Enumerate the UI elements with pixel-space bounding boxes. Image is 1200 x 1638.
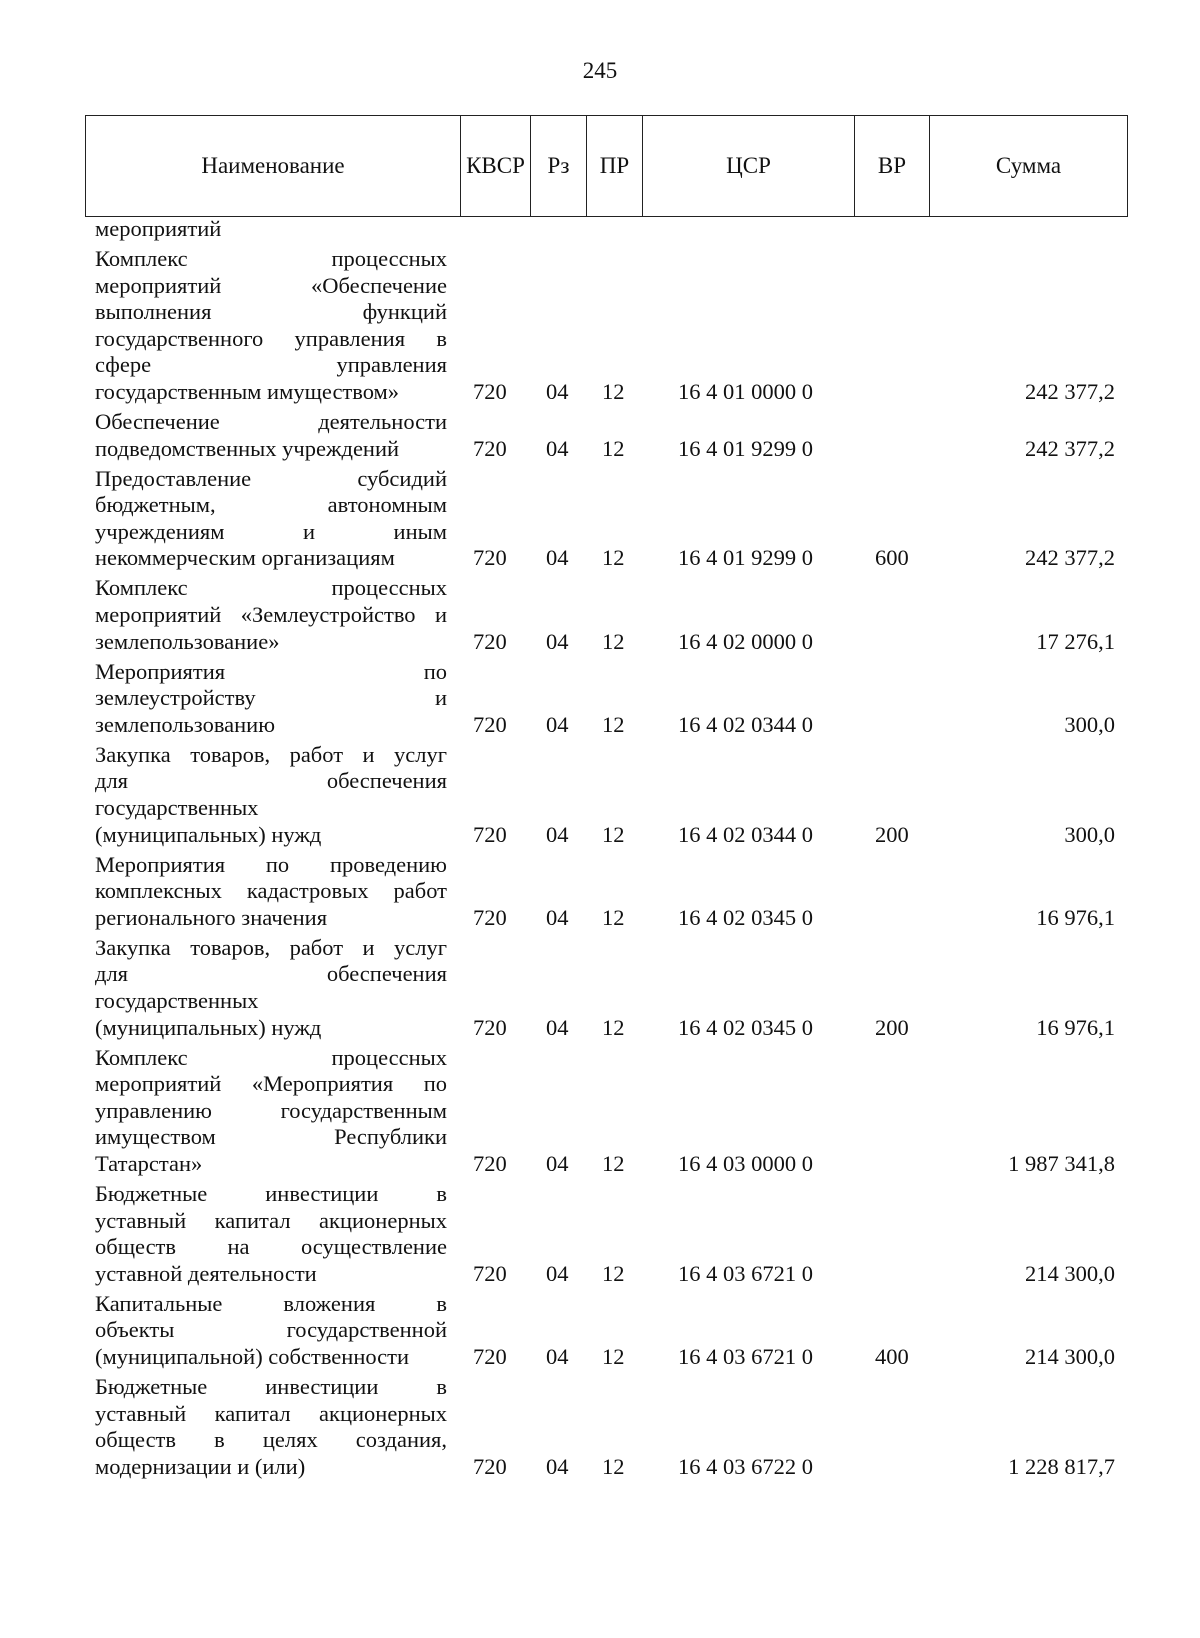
row-name-line: (муниципальных) нужд	[95, 821, 322, 847]
row-name	[95, 409, 447, 462]
row-name-line: комплексных кадастровых работ	[95, 878, 447, 904]
header-kvsr: КВСР	[461, 116, 531, 216]
cell-pr: 12	[602, 904, 625, 930]
cell-pr: 12	[602, 1014, 625, 1040]
row-name-line: Комплекс процессных	[95, 246, 447, 271]
row-name-line: мероприятий «Землеустройство и	[95, 601, 447, 627]
cell-vr: 200	[875, 821, 909, 847]
cell-sum: 17 276,1	[1036, 628, 1115, 654]
cell-csr: 16 4 03 6721 0	[678, 1344, 813, 1369]
row-name-line: учреждениям и иным	[95, 518, 447, 544]
row-name-line: выполнения функций	[95, 299, 447, 325]
cell-rz: 04	[546, 1260, 569, 1286]
cell-csr: 16 4 03 6722 0	[678, 1453, 813, 1479]
cell-sum: 300,0	[1064, 821, 1115, 847]
cell-kvsr: 720	[473, 711, 507, 737]
row-name-line: сфере управления	[95, 352, 447, 378]
cell-pr: 12	[602, 379, 625, 404]
cell-vr: 200	[875, 1014, 909, 1040]
row-name	[95, 852, 447, 932]
table-row	[0, 659, 1200, 739]
row-name-line: Бюджетные инвестиции в	[95, 1181, 447, 1206]
row-name-line: имуществом Республики	[95, 1124, 447, 1150]
cell-csr: 16 4 03 6721 0	[678, 1260, 813, 1286]
row-name	[95, 575, 447, 655]
table-row	[0, 1181, 1200, 1287]
row-name	[95, 246, 447, 406]
cell-pr: 12	[602, 1344, 625, 1369]
row-name-line: мероприятий «Мероприятия по	[95, 1071, 447, 1097]
header-vr: ВР	[855, 116, 930, 216]
row-name-line: землепользованию	[95, 711, 276, 737]
cell-rz: 04	[546, 711, 569, 737]
cell-kvsr: 720	[473, 379, 507, 404]
cell-sum: 242 377,2	[1025, 435, 1115, 461]
header-name: Наименование	[86, 116, 461, 216]
cell-csr: 16 4 01 0000 0	[678, 379, 813, 404]
row-name-line: государственных	[95, 794, 259, 820]
cell-csr: 16 4 02 0000 0	[678, 628, 813, 654]
cell-kvsr: 720	[473, 1260, 507, 1286]
cell-rz: 04	[546, 821, 569, 847]
row-name-line: Бюджетные инвестиции в	[95, 1374, 447, 1399]
table-row	[0, 1045, 1200, 1178]
row-name-line: Предоставление субсидий	[95, 465, 447, 491]
cell-sum: 214 300,0	[1025, 1344, 1115, 1369]
row-name-line: Мероприятия по проведению	[95, 851, 447, 877]
cell-pr: 12	[602, 545, 625, 571]
table-header	[85, 115, 1128, 217]
cell-pr: 12	[602, 1151, 625, 1176]
row-name-line: управлению государственным	[95, 1097, 447, 1123]
table-row	[0, 935, 1200, 1041]
row-name	[95, 216, 447, 243]
cell-sum: 1 228 817,7	[1008, 1453, 1115, 1479]
cell-kvsr: 720	[473, 821, 507, 847]
table-row	[0, 409, 1200, 462]
cell-kvsr: 720	[473, 545, 507, 571]
table-row	[0, 466, 1200, 572]
row-name-line: для обеспечения	[95, 768, 447, 794]
row-name-line: обществ на осуществление	[95, 1234, 447, 1260]
cell-pr: 12	[602, 628, 625, 654]
row-name	[95, 935, 447, 1041]
cell-sum: 214 300,0	[1025, 1260, 1115, 1286]
header-csr: ЦСР	[643, 116, 855, 216]
cell-csr: 16 4 01 9299 0	[678, 435, 813, 461]
row-name-line: Комплекс процессных	[95, 1044, 447, 1070]
row-name-line: государственного управления в	[95, 325, 447, 351]
cell-rz: 04	[546, 435, 569, 461]
row-name-line: землепользование»	[95, 628, 280, 654]
row-name-line: Закупка товаров, работ и услуг	[95, 934, 447, 960]
cell-rz: 04	[546, 1151, 569, 1176]
row-name-line: Татарстан»	[95, 1150, 203, 1176]
cell-sum: 16 976,1	[1036, 1014, 1115, 1040]
cell-pr: 12	[602, 821, 625, 847]
cell-sum: 300,0	[1064, 711, 1115, 737]
row-name-line: Закупка товаров, работ и услуг	[95, 741, 447, 767]
cell-rz: 04	[546, 379, 569, 404]
row-name-line: мероприятий	[95, 216, 222, 241]
cell-kvsr: 720	[473, 435, 507, 461]
row-name-line: Мероприятия по	[95, 658, 447, 684]
row-name	[95, 1045, 447, 1178]
cell-kvsr: 720	[473, 904, 507, 930]
cell-sum: 16 976,1	[1036, 904, 1115, 930]
row-name	[95, 1291, 447, 1371]
cell-rz: 04	[546, 1014, 569, 1040]
row-name-line: уставной деятельности	[95, 1260, 317, 1286]
row-name-line: уставный капитал акционерных	[95, 1400, 447, 1426]
cell-csr: 16 4 03 0000 0	[678, 1151, 813, 1176]
table-row	[0, 852, 1200, 932]
row-name-line: подведомственных учреждений	[95, 435, 400, 461]
cell-kvsr: 720	[473, 1453, 507, 1479]
row-name	[95, 466, 447, 572]
row-name-line: государственным имуществом»	[95, 378, 400, 404]
table-row	[0, 246, 1200, 406]
cell-pr: 12	[602, 1453, 625, 1479]
row-name-line: Комплекс процессных	[95, 575, 447, 601]
cell-vr: 400	[875, 1344, 909, 1369]
row-name-line: мероприятий «Обеспечение	[95, 272, 447, 298]
table-row	[0, 742, 1200, 848]
cell-rz: 04	[546, 1453, 569, 1479]
table-row	[0, 1291, 1200, 1371]
row-name-line: для обеспечения	[95, 961, 447, 987]
cell-pr: 12	[602, 435, 625, 461]
table-row	[0, 1374, 1200, 1480]
row-name-line: государственных	[95, 987, 259, 1013]
row-name	[95, 659, 447, 739]
row-name-line: (муниципальных) нужд	[95, 1014, 322, 1040]
cell-pr: 12	[602, 711, 625, 737]
row-name-line: модернизации и (или)	[95, 1453, 306, 1479]
row-name-line: Обеспечение деятельности	[95, 409, 447, 434]
cell-kvsr: 720	[473, 1344, 507, 1369]
table-row	[0, 216, 1200, 243]
header-sum: Сумма	[995, 153, 1062, 178]
row-name-line: регионального значения	[95, 904, 328, 930]
cell-kvsr: 720	[473, 1151, 507, 1176]
row-name-line: некоммерческим организациям	[95, 545, 395, 571]
row-name-line: обществ в целях создания,	[95, 1427, 447, 1453]
cell-csr: 16 4 02 0345 0	[678, 1014, 813, 1040]
page-number: 245	[582, 58, 618, 83]
cell-vr: 600	[875, 545, 909, 571]
cell-rz: 04	[546, 1344, 569, 1369]
row-name-line: объекты государственной	[95, 1317, 447, 1343]
cell-csr: 16 4 02 0345 0	[678, 904, 813, 930]
cell-csr: 16 4 01 9299 0	[678, 545, 813, 571]
cell-pr: 12	[602, 1260, 625, 1286]
row-name-line: бюджетным, автономным	[95, 492, 447, 518]
cell-sum: 242 377,2	[1025, 545, 1115, 571]
cell-csr: 16 4 02 0344 0	[678, 821, 813, 847]
row-name-line: (муниципальной) собственности	[95, 1343, 410, 1369]
header-pr: ПР	[587, 116, 643, 216]
row-name	[95, 1181, 447, 1287]
row-name-line: Капитальные вложения в	[95, 1290, 447, 1316]
cell-sum: 242 377,2	[1025, 379, 1115, 404]
row-name	[95, 742, 447, 848]
header-rz: Рз	[531, 116, 587, 216]
row-name-line: землеустройству и	[95, 685, 447, 711]
cell-kvsr: 720	[473, 1014, 507, 1040]
table-row	[0, 575, 1200, 655]
row-name	[95, 1374, 447, 1480]
cell-rz: 04	[546, 904, 569, 930]
cell-sum: 1 987 341,8	[1008, 1151, 1115, 1176]
cell-csr: 16 4 02 0344 0	[678, 711, 813, 737]
cell-rz: 04	[546, 545, 569, 571]
cell-kvsr: 720	[473, 628, 507, 654]
cell-rz: 04	[546, 628, 569, 654]
row-name-line: уставный капитал акционерных	[95, 1207, 447, 1233]
